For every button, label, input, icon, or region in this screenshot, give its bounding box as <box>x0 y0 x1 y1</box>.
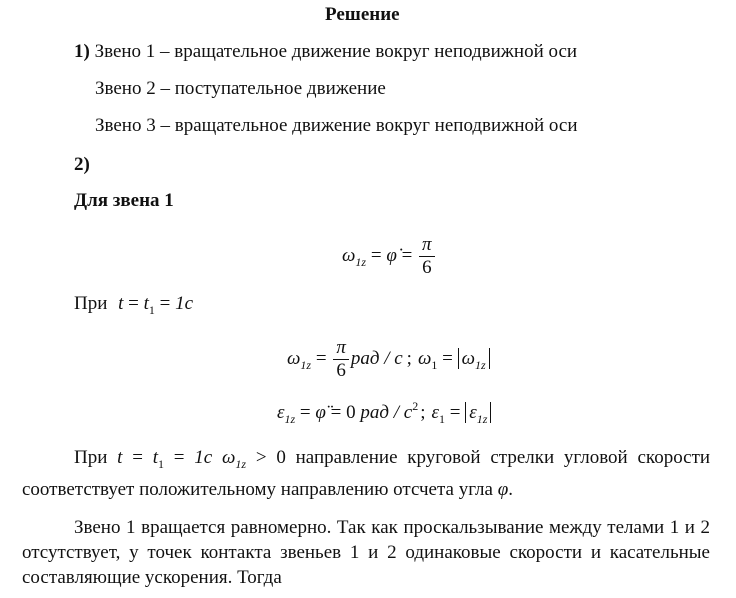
for-link-heading: Для звена 1 <box>74 190 174 211</box>
formula-omega-def: $\omega_{1z}$ = φ̇ = $\frac{\pi}{6}$ <box>342 234 437 279</box>
paragraph-direction-line1: При $t = t_1 = 1c$ $\omega_{1z} > 0$ направление круговой стрелки угловой скорости <box>74 447 711 471</box>
absolute-value: $\omega_{1z}$ <box>458 348 490 369</box>
paragraph-direction-line2: соответствует положительному направлению отсчета угла φ. <box>22 479 513 500</box>
fraction-pi-6: $\frac{\pi}{6}$ <box>419 234 435 279</box>
paragraph-uniform-rotation: Звено 1 вращается равномерно. Так как проскальзывание между телами 1 и 2 отсутствует, у точек контакта звеньев 1 и 2 одинаковые скорости и касательные составляющие ускорения. Тогда <box>22 517 710 588</box>
formula-epsilon-value: $\varepsilon_{1z}$ = φ̈ = 0 рад / $c^2$ ; $\varepsilon_1 = \varepsilon_{1z}$ <box>277 401 491 426</box>
absolute-value: $\varepsilon_{1z}$ <box>465 402 491 423</box>
link2-motion: Звено 2 – поступательное движение <box>95 78 386 99</box>
page-title: Решение <box>325 4 400 25</box>
part2-number: 2) <box>74 154 90 175</box>
time-condition: При $t = t_1 = 1c$ <box>74 293 194 317</box>
part1-line1 <box>74 40 577 64</box>
link3-motion: Звено 3 – вращательное движение вокруг неподвижной оси <box>95 115 578 136</box>
part1-number: 1) <box>74 41 90 62</box>
link1-motion: Звено 1 – вращательное движение вокруг неподвижной оси <box>94 41 578 62</box>
formula-omega-value: $\omega_{1z}$ = $\frac{\pi}{6}$ рад / с ; $\omega_1 = \omega_{1z}$ <box>287 337 490 382</box>
fraction-pi-6: $\frac{\pi}{6}$ <box>333 337 349 382</box>
